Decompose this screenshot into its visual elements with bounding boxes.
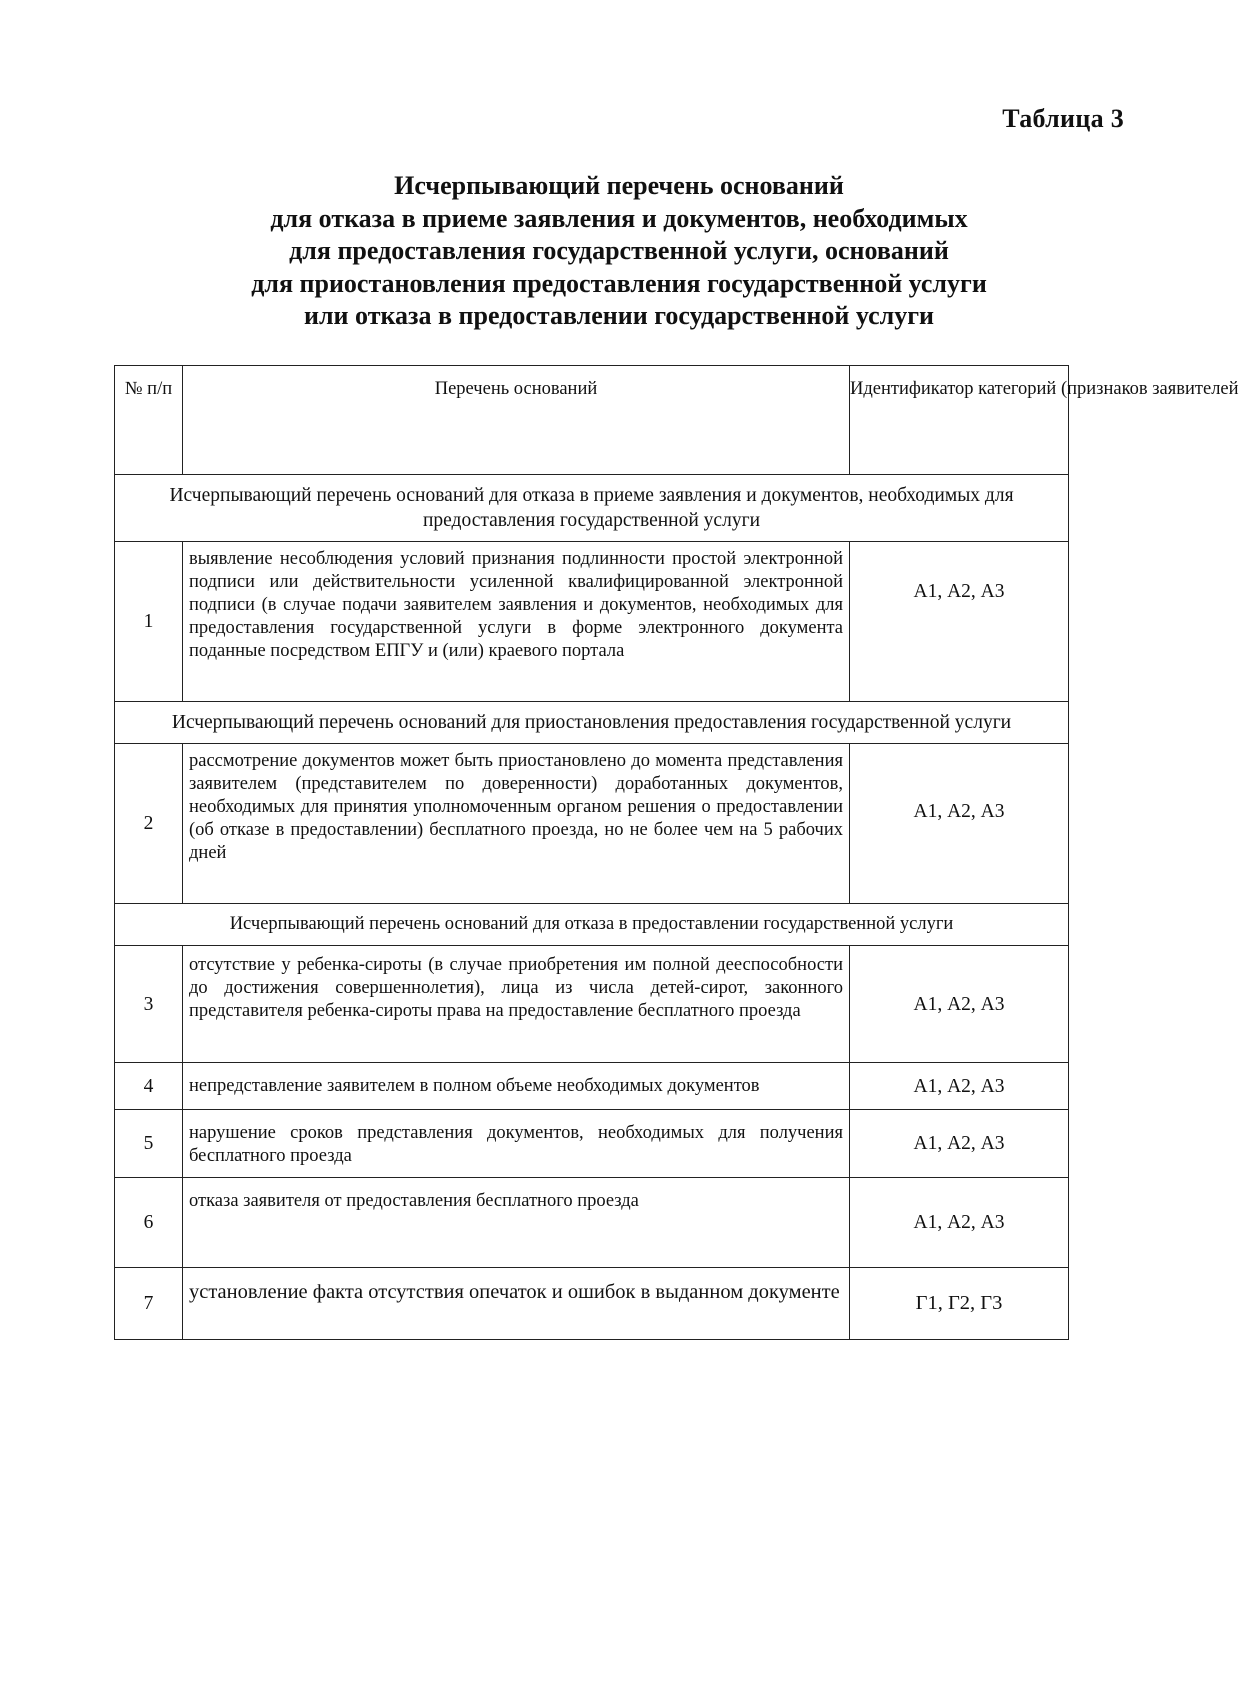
row-number: 7 (115, 1268, 183, 1340)
table-row (115, 744, 1069, 904)
heading-line: для предоставления государственной услуги, оснований (289, 236, 949, 265)
row-reason-text: непредставление заявителем в полном объеме необходимых документов (183, 1063, 850, 1110)
header-reasons: Перечень оснований (183, 366, 850, 475)
row-category-ids: А1, А2, А3 (850, 744, 1069, 904)
row-reason-text: отсутствие у ребенка-сироты (в случае приобретения им полной дееспособности до достижения совершеннолетия), лица из числа детей-сирот, законного представителя ребенка-сироты права на предоставление бесплатного проезда (183, 946, 850, 1063)
row-reason-text: отказа заявителя от предоставления бесплатного проезда (183, 1178, 850, 1268)
row-category-ids: А1, А2, А3 (850, 542, 1069, 702)
row-number: 4 (115, 1063, 183, 1110)
row-number: 1 (115, 542, 183, 702)
row-category-ids: А1, А2, А3 (850, 946, 1069, 1063)
row-number: 2 (115, 744, 183, 904)
header-number: № п/п (115, 366, 183, 475)
heading-line: для приостановления предоставления государственной услуги (251, 268, 987, 298)
row-category-ids: А1, А2, А3 (850, 1178, 1069, 1268)
reasons-table (114, 365, 1239, 1340)
document-heading (114, 170, 1124, 333)
row-category-ids: А1, А2, А3 (850, 1110, 1069, 1178)
row-category-ids: Г1, Г2, Г3 (850, 1268, 1069, 1340)
section-title: Исчерпывающий перечень оснований для отказа в предоставлении государственной услуги (115, 904, 1069, 946)
row-category-ids: А1, А2, А3 (850, 1063, 1069, 1110)
table-header-row (115, 366, 1069, 475)
row-reason-text: установление факта отсутствия опечаток и ошибок в выданном документе (183, 1268, 850, 1340)
table-row (115, 1268, 1069, 1340)
table-row (115, 1110, 1069, 1178)
row-number: 5 (115, 1110, 183, 1178)
section-row-refusal-acceptance (115, 475, 1069, 542)
row-reason-text: рассмотрение документов может быть приостановлено до момента представления заявителем (представителем по доверенности) доработанных документов, необходимых для принятия уполномоченным органом решения о предоставлении (об отказе в предоставлении) бесплатного проезда, но не более чем на 5 рабочих дней (183, 744, 850, 904)
heading-line: для отказа в приеме заявления и документов, необходимых (270, 203, 968, 233)
section-row-refusal-service (115, 904, 1069, 946)
table-label: Таблица 3 (1002, 104, 1124, 133)
section-title: Исчерпывающий перечень оснований для приостановления предоставления государственной услуги (115, 702, 1069, 744)
table-row (115, 1178, 1069, 1268)
row-number: 3 (115, 946, 183, 1063)
table-row (115, 1063, 1069, 1110)
section-title: Исчерпывающий перечень оснований для отказа в приеме заявления и документов, необходимых для предоставления государственной услуги (115, 475, 1069, 542)
row-reason-text: нарушение сроков представления документов, необходимых для получения бесплатного проезда (183, 1110, 850, 1178)
row-number: 6 (115, 1178, 183, 1268)
heading-line: Исчерпывающий перечень оснований (394, 171, 844, 200)
section-row-suspension (115, 702, 1069, 744)
heading-line: или отказа в предоставлении государственной услуги (303, 301, 935, 330)
table-row (115, 542, 1069, 702)
table-row (115, 946, 1069, 1063)
row-reason-text: выявление несоблюдения условий признания подлинности простой электронной подписи или действительности усиленной квалифицированной электронной подписи (в случае подачи заявителем заявления и документов, необходимых для предоставления государственной услуги в форме электронного документа поданные посредством ЕПГУ и (или) краевого портала (183, 542, 850, 702)
header-identifier: Идентификатор категорий (признаков заявителей (850, 366, 1069, 475)
